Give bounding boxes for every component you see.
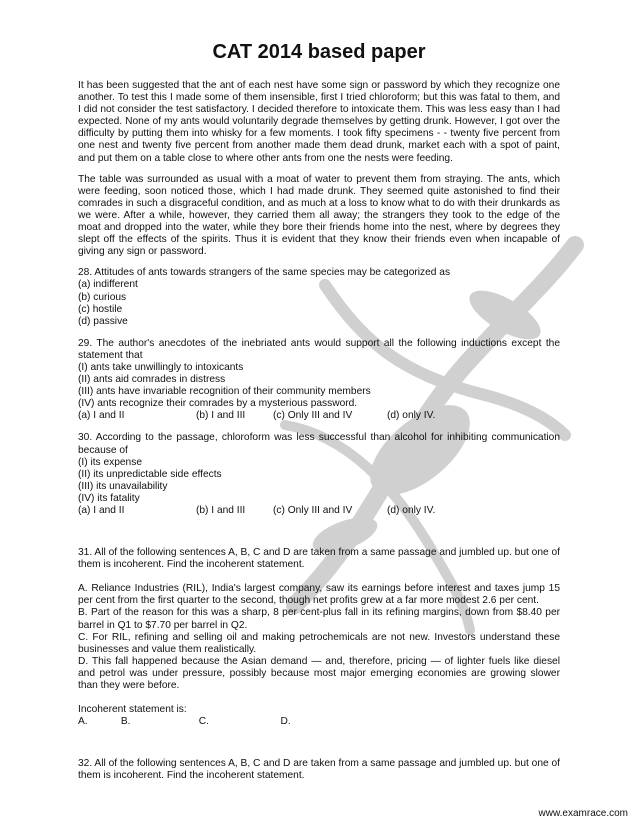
passage-paragraph-1: It has been suggested that the ant of each nest have some sign or password by which they recognize one another. To test this I made some of them insensible, first I tried chloroform; but this was fatal to them, and I did not consider the test satisfactory. I decided therefore to intoxicate them. This was less easy than I had expected. None of my ants would voluntarily degrade themselves by getting drunk. However, I got over the difficulty by putting them into whisky for a few moments. I took fifty specimens - - twenty five percent from one nest and twenty five percent from another made them dead drunk, market each with a spot of paint, and put them on a table close to where other ants from one the nests were feeding. (78, 80, 560, 164)
question-31-sentence-a: A. Reliance Industries (RIL), India's largest company, saw its earnings before interest and taxes jump 15 per cent from the first quarter to the second, though net profits grew at a far more modest 2.6 per cent. (78, 583, 560, 607)
answer-letter-a: A. (78, 716, 88, 728)
spacer (78, 692, 560, 704)
question-30-choice-a: (a) I and II (78, 505, 125, 516)
question-30-choices (78, 505, 560, 517)
question-31-answer-letters (78, 716, 560, 728)
question-30-stem: 30. According to the passage, chloroform was less successful than alcohol for inhibiting communication because of (78, 432, 560, 456)
spacer (78, 738, 560, 758)
question-29-choices (78, 410, 560, 422)
question-28-option-c: (c) hostile (78, 303, 123, 315)
question-30-statement-1: (I) its expense (78, 456, 142, 468)
question-31 (78, 547, 560, 728)
passage-paragraph-2: The table was surrounded as usual with a moat of water to prevent them from straying. The ants, which were feeding, soon noticed those, which I had made drunk. They seemed quite astonished to find their comrades in such a disgraceful condition, and as much at a loss to know what to do with their drunkards as we were. After a while, however, they carried them all away; the strangers they took to the edge of the moat and dropped into the water, while they bore their friends home into the nest, where by degrees they slept off the effects of the spirits. Thus it is evident that they know their friends even when incapable of giving any sign or password. (78, 173, 560, 258)
question-30-statement-2: (II) its unpredictable side effects (78, 468, 222, 480)
answer-letter-d: D. (280, 716, 291, 728)
question-29-choice-b: (b) I and III (196, 410, 246, 422)
question-28 (78, 267, 560, 327)
footer-website: www.examrace.com (538, 808, 628, 819)
question-30-statement-4: (IV) its fatality (78, 492, 140, 504)
question-29 (78, 338, 560, 423)
question-28-option-d: (d) passive (78, 315, 128, 327)
question-30-choice-b: (b) I and III (196, 505, 246, 516)
question-31-sentence-d: D. This fall happened because the Asian demand — and, therefore, pricing — of lighter fuels like diesel and petrol was under pressure, possibly because most major emerging economies are growing slower than they were before. (78, 655, 560, 692)
question-29-choice-a: (a) I and II (78, 410, 125, 422)
answer-letter-c: C. (198, 716, 209, 728)
question-29-statement-4: (IV) ants recognize their comrades by a mysterious password. (78, 398, 358, 410)
question-31-sentence-b: B. Part of the reason for this was a sharp, 8 per cent-plus fall in its refining margins, down from $8.40 per barrel in Q1 to $7.70 per barrel in Q2. (78, 607, 560, 631)
question-31-sentence-c: C. For RIL, refining and selling oil and making petrochemicals are not new. Investors understand these businesses and value them realistically. (78, 631, 560, 655)
question-31-answer-label: Incoherent statement is: (78, 704, 187, 716)
question-28-stem: 28. Attitudes of ants towards strangers of the same species may be categorized as (78, 267, 451, 279)
question-30-choice-c: (c) Only III and IV (273, 505, 353, 516)
question-30-choice-d: (d) only IV. (387, 505, 436, 516)
question-29-stem: 29. The author's anecdotes of the inebriated ants would support all the following inductions except the statement that (78, 337, 560, 361)
question-30-statement-3: (III) its unavailability (78, 480, 168, 492)
page-title: CAT 2014 based paper (212, 41, 426, 63)
question-29-choice-c: (c) Only III and IV (273, 410, 353, 422)
question-29-statement-3: (III) ants have invariable recognition of their community members (78, 386, 371, 398)
question-28-option-b: (b) curious (78, 291, 127, 303)
question-29-statement-1: (I) ants take unwillingly to intoxicants (78, 361, 244, 373)
question-29-statement-2: (II) ants aid comrades in distress (78, 374, 226, 386)
question-30 (78, 432, 560, 517)
spacer (78, 527, 560, 547)
question-28-option-a: (a) indifferent (78, 279, 138, 291)
question-32 (78, 758, 560, 782)
answer-letter-b: B. (120, 716, 131, 728)
question-29-choice-d: (d) only IV. (387, 410, 436, 422)
question-32-stem: 32. All of the following sentences A, B, C and D are taken from a same passage and jumbled up. but one of them is incoherent. Find the incoherent statement. (78, 758, 560, 782)
document-body (78, 80, 560, 793)
question-31-stem: 31. All of the following sentences A, B, C and D are taken from a same passage and jumbled up. but one of them is incoherent. Find the incoherent statement. (78, 547, 560, 571)
spacer (78, 571, 560, 583)
